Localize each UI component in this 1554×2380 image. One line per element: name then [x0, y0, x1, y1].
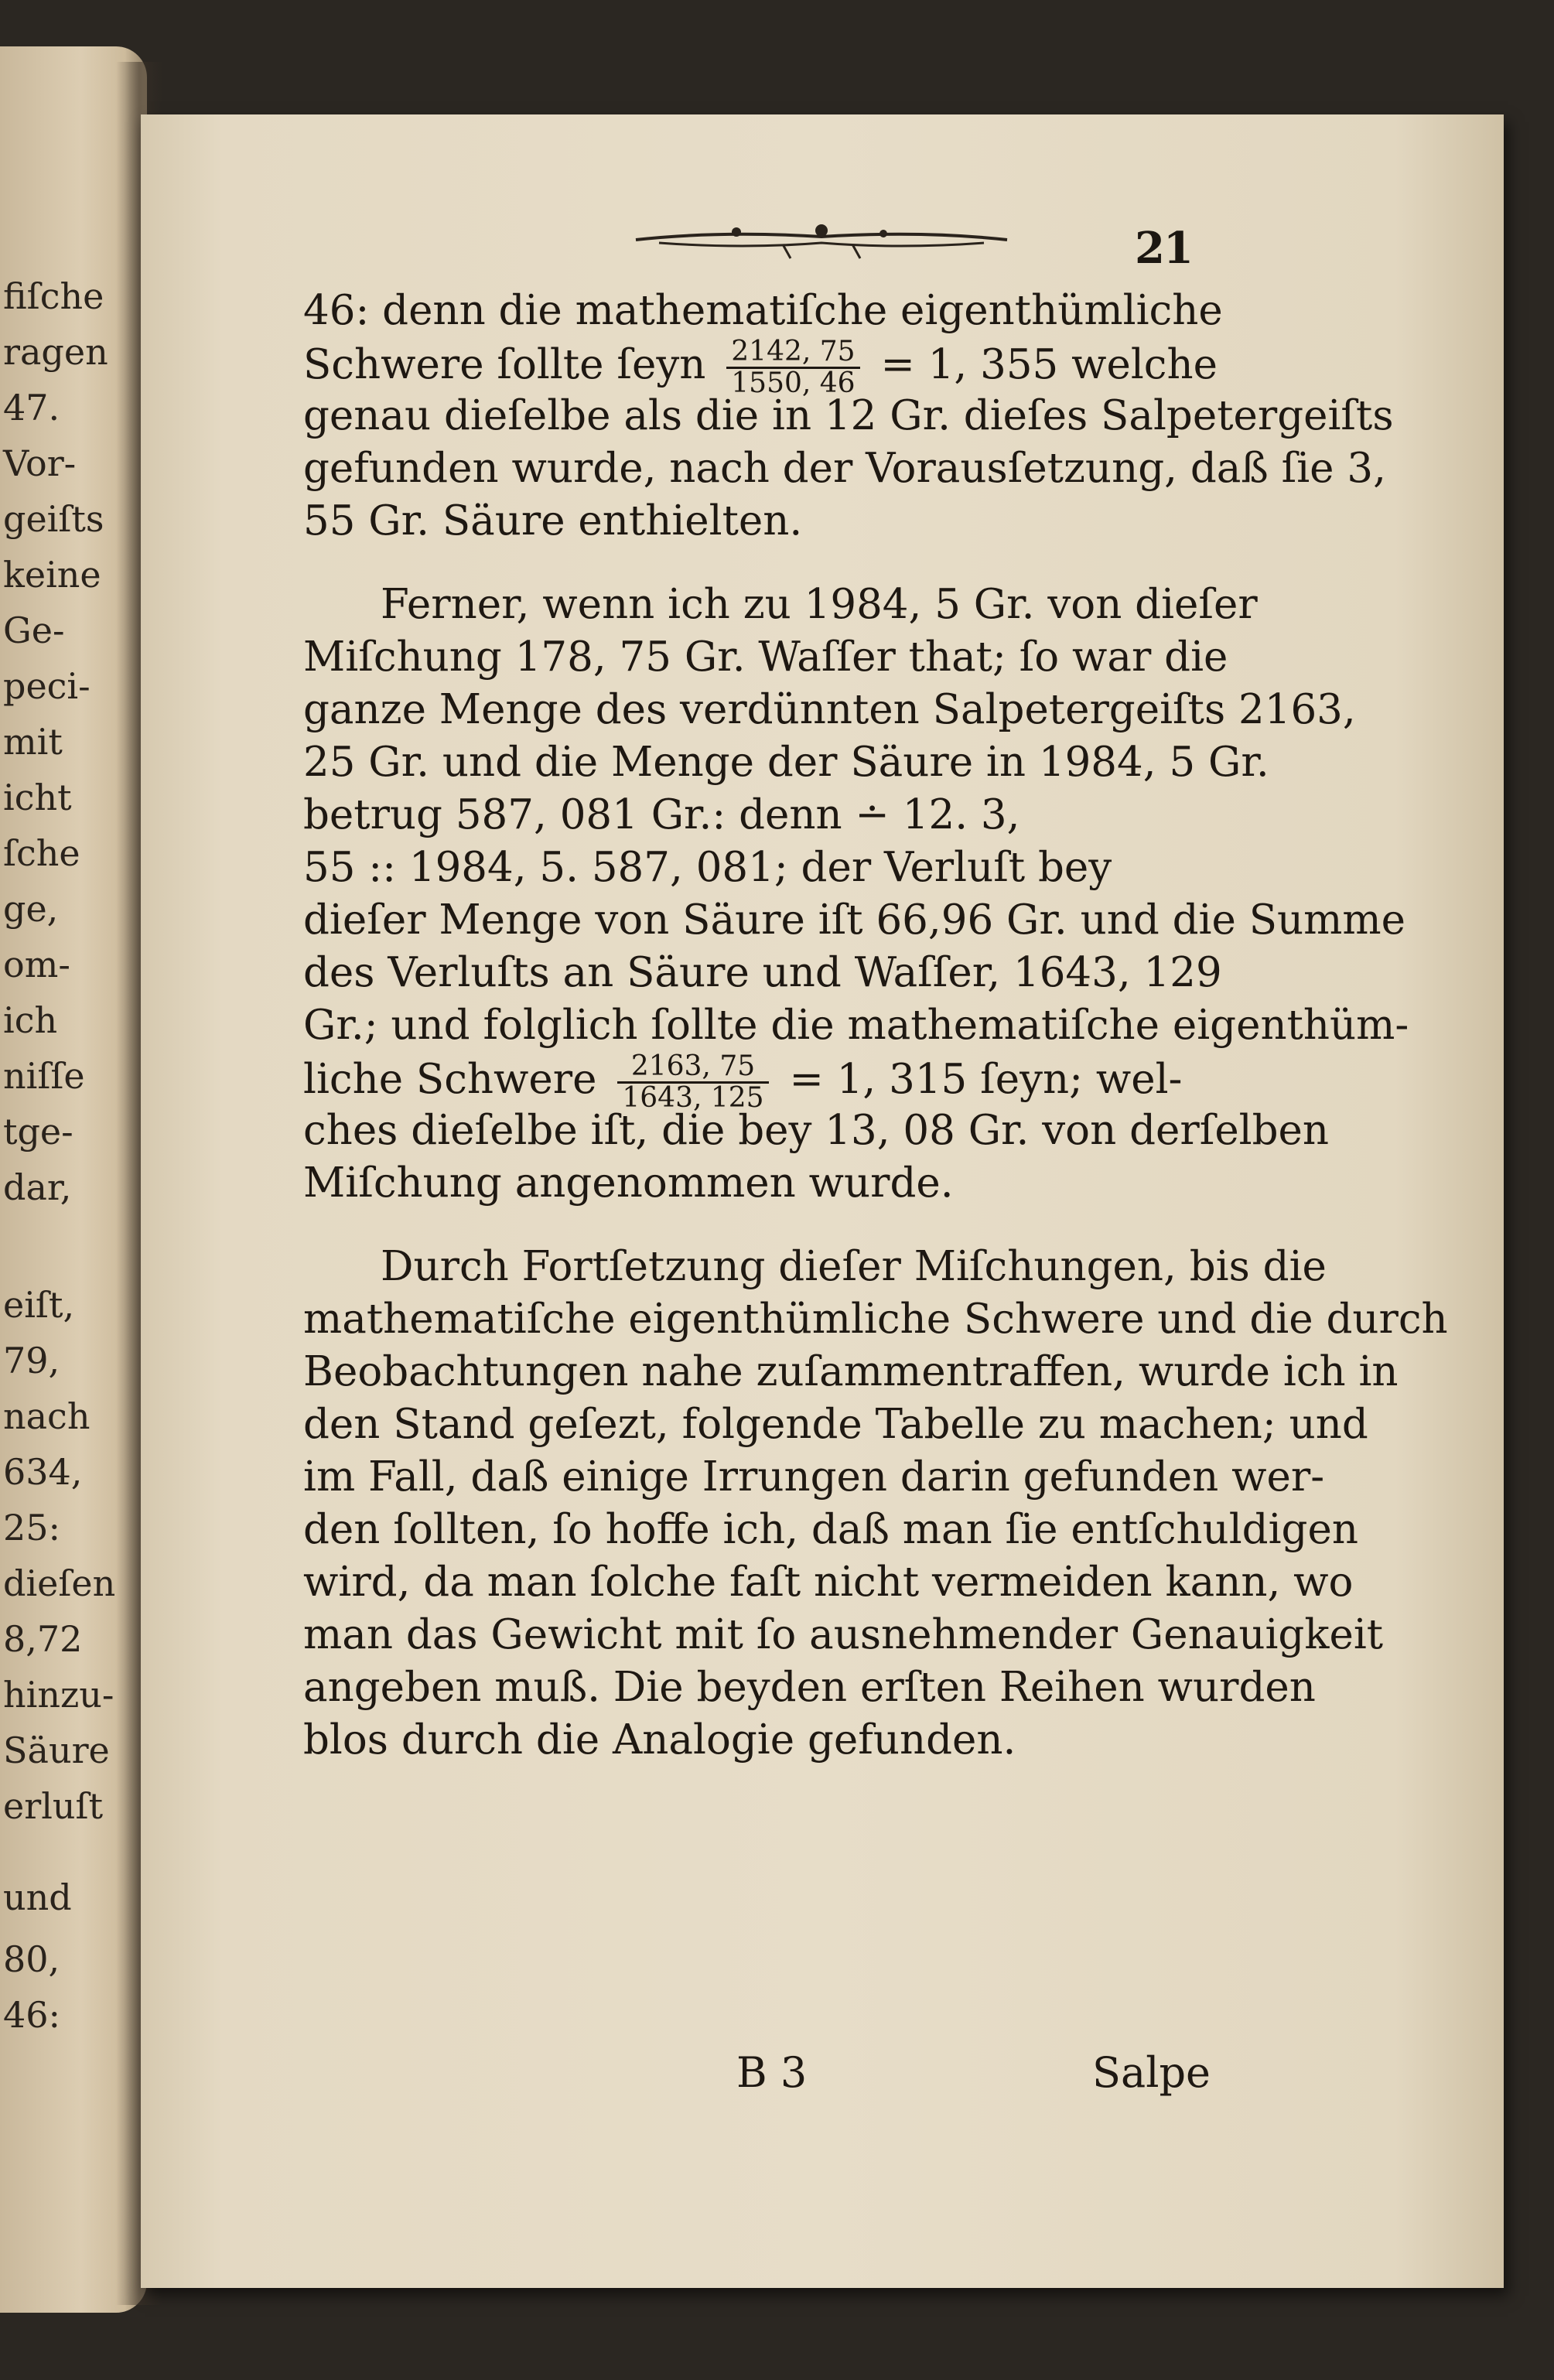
text-line: blos durch die Analogie gefunden. [303, 1716, 1016, 1764]
text-line: 55 :: 1984, 5. 587, 081; der Verluſt bey [303, 844, 1112, 891]
left-fragment: dieſen [3, 1562, 116, 1604]
line-prefix: Schwere ſollte ſeyn [303, 341, 706, 388]
text-line: ches dieſelbe iſt, die bey 13, 08 Gr. von derſelben [303, 1107, 1330, 1154]
text-line: Miſchung 178, 75 Gr. Waſſer that; ſo war die [303, 633, 1228, 681]
text-line: ganze Menge des verdünnten Salpetergeiſts 2163, [303, 686, 1356, 733]
left-fragment: dar, [3, 1166, 72, 1208]
left-fragment: ich [3, 999, 58, 1041]
left-fragment: erluſt [3, 1785, 104, 1827]
text-line: angeben muß. Die beyden erſten Reihen wurden [303, 1664, 1316, 1711]
left-fragment: icht [3, 777, 72, 818]
fraction-numerator: 2163, 75 [617, 1052, 768, 1084]
left-fragment: Säure [3, 1730, 110, 1771]
left-fragment: und [3, 1876, 72, 1918]
left-fragment: 25: [3, 1507, 61, 1549]
text-line: Miſchung angenommen wurde. [303, 1159, 954, 1207]
left-fragment: Ge- [3, 610, 65, 651]
left-fragment: eiſt, [3, 1284, 75, 1326]
left-fragment: geiſts [3, 498, 104, 540]
text-line: Durch Fortſetzung dieſer Miſchungen, bis die [381, 1243, 1327, 1290]
text-line: dieſer Menge von Säure iſt 66,96 Gr. und die Summe [303, 896, 1406, 944]
left-fragment: tge- [3, 1111, 73, 1152]
text-line: genau dieſelbe als die in 12 Gr. dieſes Salpetergeiſts [303, 392, 1394, 439]
left-fragment: nach [3, 1395, 91, 1437]
text-line: Ferner, wenn ich zu 1984, 5 Gr. von dieſer [381, 581, 1258, 628]
left-fragment: niſſe [3, 1055, 85, 1097]
text-line: des Verluſts an Säure und Waſſer, 1643, 129 [303, 949, 1222, 996]
body-text [303, 285, 1448, 1767]
left-fragment: ragen [3, 331, 108, 373]
line-suffix: = 1, 315 ſeyn; wel- [789, 1056, 1183, 1103]
signature-mark: B 3 [736, 2048, 808, 2097]
left-fragment: peci- [3, 665, 91, 707]
left-fragment: 46: [3, 1994, 61, 2036]
text-line: im Fall, daß einige Irrungen darin gefunden wer- [303, 1453, 1325, 1501]
fraction-denominator: 1550, 46 [731, 367, 856, 399]
fraction-denominator: 1643, 125 [622, 1082, 764, 1114]
left-fragment: ﬁſche [3, 275, 104, 317]
text-line: den Stand geſezt, folgende Tabelle zu machen; und [303, 1401, 1368, 1448]
page-number: 21 [1135, 223, 1192, 274]
fraction-numerator: 2142, 75 [726, 337, 859, 369]
text-line-with-fraction [303, 1050, 1386, 1114]
line-prefix: liche Schwere [303, 1056, 597, 1103]
text-line: den ſollten, ſo hoffe ich, daß man ſie entſchuldigen [303, 1506, 1358, 1553]
text-line: wird, da man ſolche faſt nicht vermeiden kann, wo [303, 1559, 1354, 1606]
book-page [141, 114, 1504, 2288]
text-line: 55 Gr. Säure enthielten. [303, 497, 803, 545]
left-fragment: mit [3, 721, 63, 763]
left-fragment: 80, [3, 1938, 60, 1980]
left-fragment: 47. [3, 387, 60, 429]
text-line: 46: denn die mathematiſche eigenthümliche [303, 287, 1223, 334]
catchword: Salpe [1092, 2048, 1211, 2097]
text-line: Gr.; und folglich ſollte die mathematiſche eigenthüm- [303, 1002, 1409, 1049]
left-fragment: hinzu- [3, 1674, 114, 1716]
text-line-with-fraction [303, 336, 1386, 399]
left-fragment: ge, [3, 888, 59, 930]
text-line: Beobachtungen nahe zuſammentraffen, wurde ich in [303, 1348, 1399, 1395]
text-line: gefunden wurde, nach der Vorausſetzung, daß ſie 3, [303, 445, 1386, 492]
text-line: betrug 587, 081 Gr.: denn ∸ 12. 3, [303, 791, 1020, 838]
left-fragment: om- [3, 944, 70, 985]
left-fragment: 79, [3, 1340, 60, 1381]
left-fragment: 634, [3, 1451, 83, 1493]
left-fragment: ſche [3, 832, 80, 874]
text-line: man das Gewicht mit ſo ausnehmender Genauigkeit [303, 1611, 1384, 1658]
line-suffix: = 1, 355 welche [880, 341, 1218, 388]
left-fragment: Vor- [3, 442, 77, 484]
text-line: mathematiſche eigenthümliche Schwere und die durch [303, 1296, 1448, 1343]
left-fragment: 8,72 [3, 1618, 83, 1660]
header-ornament [628, 215, 1015, 261]
text-line: 25 Gr. und die Menge der Säure in 1984, 5 Gr. [303, 739, 1269, 786]
left-fragment: keine [3, 554, 101, 596]
